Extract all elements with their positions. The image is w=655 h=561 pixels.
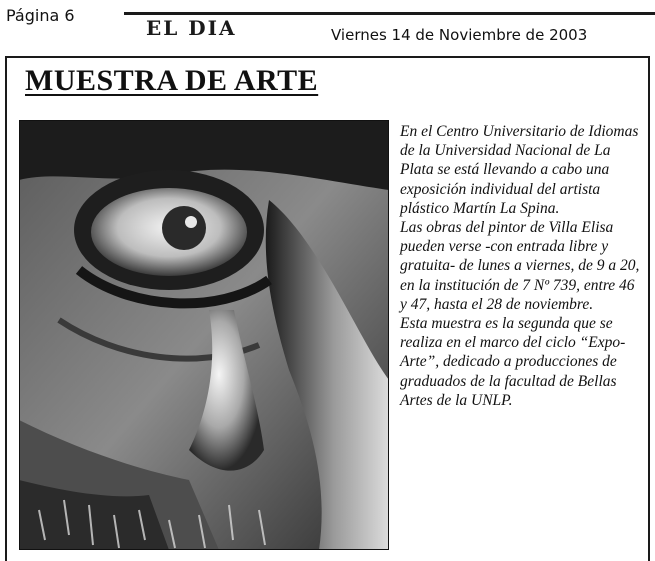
article-paragraph-1: En el Centro Universitario de Idiomas de la Universidad Nacional de La Plata se está llevando a cabo una exposición individual del artista plástico Martín La Spina. bbox=[400, 123, 639, 217]
artwork-face-closeup-image bbox=[19, 120, 389, 550]
artwork-photo bbox=[19, 120, 389, 550]
masthead bbox=[124, 12, 655, 44]
publication-date: Viernes 14 de Noviembre de 2003 bbox=[331, 26, 588, 44]
page-label: Página 6 bbox=[6, 6, 75, 25]
article-body bbox=[400, 122, 640, 410]
article-headline: MUESTRA DE ARTE bbox=[25, 64, 319, 97]
article-paragraph-3: Esta muestra es la segunda que se realiza en el marco del ciclo “Expo-Arte”, dedicado a producciones de graduados de la facultad de Bellas Artes de la UNLP. bbox=[400, 315, 626, 409]
masthead-rule bbox=[124, 12, 655, 15]
newspaper-name: EL DIA bbox=[146, 16, 237, 40]
article-paragraph-2: Las obras del pintor de Villa Elisa pueden verse -con entrada libre y gratuita- de lunes a viernes, de 9 a 20, en la institución de 7 Nº 739, entre 46 y 47, hasta el 28 de noviembre. bbox=[400, 219, 640, 313]
article-box bbox=[5, 56, 650, 561]
